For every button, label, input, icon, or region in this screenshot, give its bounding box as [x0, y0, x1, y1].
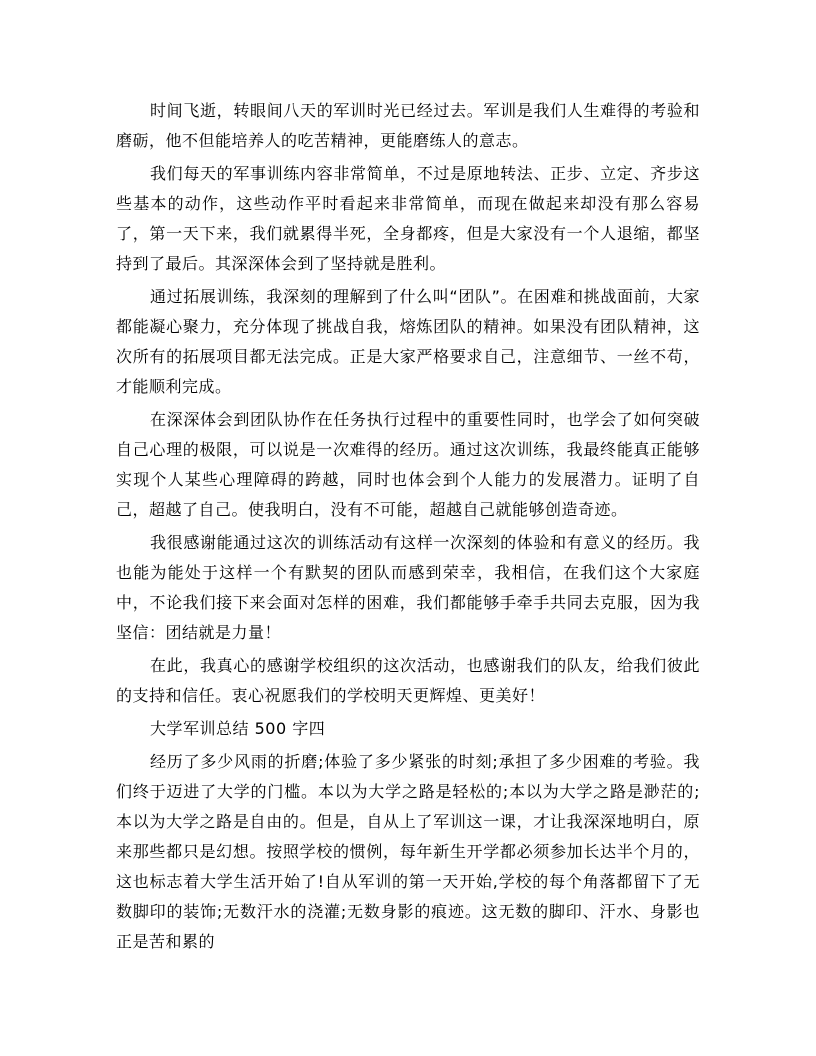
paragraph-2: 我们每天的军事训练内容非常简单，不过是原地转法、正步、立定、齐步这些基本的动作，这些动作平时看起来非常简单，而现在做起来却没有那么容易了，第一天下来，我们就累得半死，全身都疼，但是大家没有一个人退缩，都坚持到了最后。其深深体会到了坚持就是胜利。	[116, 164, 700, 273]
document-body	[116, 96, 700, 960]
paragraph-7: 经历了多少风雨的折磨;体验了多少紧张的时刻;承担了多少困难的考验。我们终于迈进了大学的门槛。本以为大学之路是轻松的;本以为大学之路是渺茫的;本以为大学之路是自由的。但是，自从上了军训这一课，才让我深深地明白，原来那些都只是幻想。按照学校的惯例，每年新生开学都必须参加长达半个月的，这也标志着大学生活开始了!自从军训的第一天开始,学校的每个角落都留下了无数脚印的装饰;无数汗水的浇灌;无数身影的痕迹。这无数的脚印、汗水、身影也正是苦和累的	[116, 752, 700, 951]
paragraph-4: 在深深体会到团队协作在任务执行过程中的重要性同时，也学会了如何突破自己心理的极限，可以说是一次难得的经历。通过这次训练，我最终能真正能够实现个人某些心理障碍的跨越，同时也体会到个人能力的发展潜力。证明了自己，超越了自己。使我明白，没有不可能，超越自己就能够创造奇迹。	[116, 410, 700, 519]
section-heading: 大学军训总结 500 字四	[150, 719, 326, 738]
paragraph-5: 我很感谢能通过这次的训练活动有这样一次深刻的体验和有意义的经历。我也能为能处于这样一个有默契的团队而感到荣幸，我相信，在我们这个大家庭中，不论我们接下来会面对怎样的困难，我们都能够手牵手共同去克服，因为我坚信：团结就是力量！	[116, 533, 700, 642]
paragraph-3: 通过拓展训练，我深刻的理解到了什么叫“团队”。在困难和挑战面前，大家都能凝心聚力，充分体现了挑战自我，熔炼团队的精神。如果没有团队精神，这次所有的拓展项目都无法完成。正是大家严格要求自己，注意细节、一丝不苟，才能顺利完成。	[116, 287, 700, 396]
paragraph-6: 在此，我真心的感谢学校组织的这次活动，也感谢我们的队友，给我们彼此的支持和信任。衷心祝愿我们的学校明天更辉煌、更美好！	[116, 656, 700, 705]
paragraph-1: 时间飞逝，转眼间八天的军训时光已经过去。军训是我们人生难得的考验和磨砺，他不但能培养人的吃苦精神，更能磨练人的意志。	[116, 101, 700, 150]
